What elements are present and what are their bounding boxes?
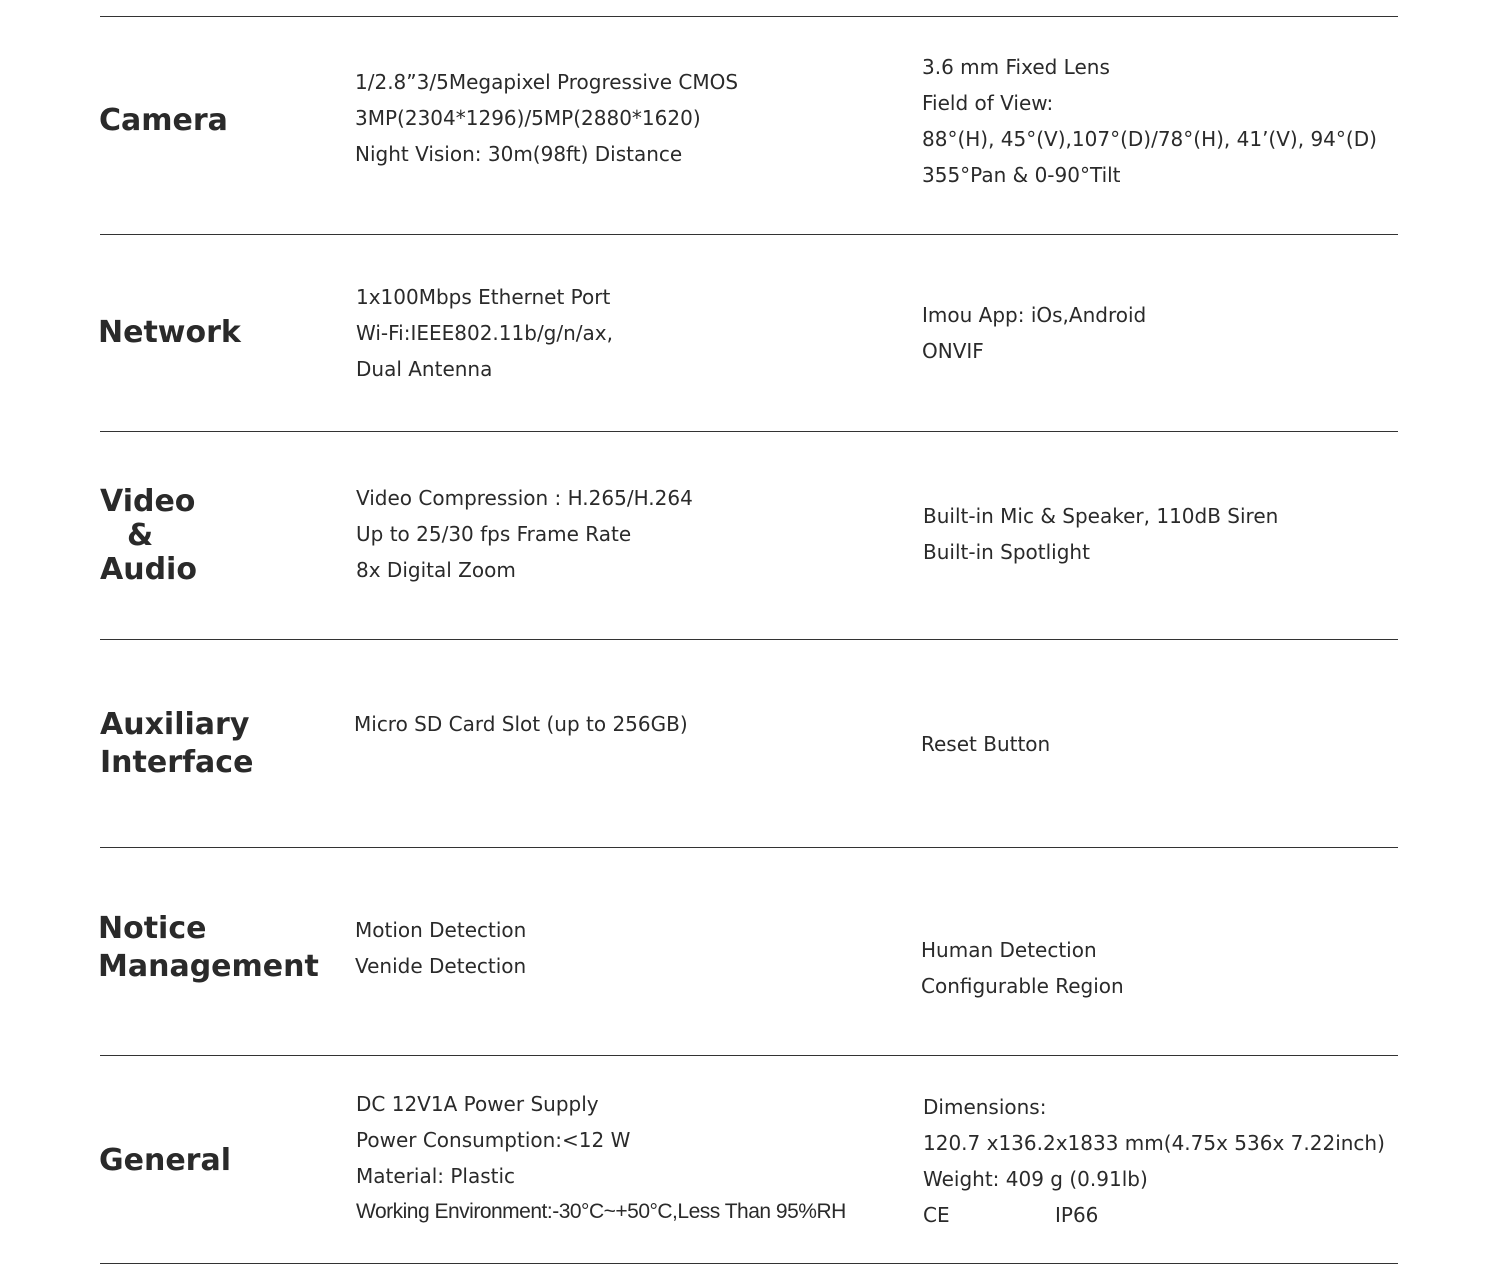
spec-line: 8x Digital Zoom — [356, 558, 516, 582]
spec-line: 1/2.8”3/5Megapixel Progressive CMOS — [355, 70, 739, 94]
auxiliary-specs-right — [921, 726, 1050, 762]
spec-line: Night Vision: 30m(98ft) Distance — [355, 142, 683, 166]
spec-line: Weight: 409 g (0.91lb) — [923, 1167, 1148, 1191]
spec-line: Reset Button — [921, 732, 1051, 756]
network-specs-right — [922, 297, 1146, 369]
spec-line: Wi-Fi:IEEE802.11b/g/n/ax, — [356, 321, 613, 345]
spec-line: Configurable Region — [921, 974, 1124, 998]
section-title-auxiliary — [100, 706, 253, 782]
auxiliary-specs-left — [354, 706, 688, 742]
spec-line: 355°Pan & 0-90°Tilt — [922, 163, 1121, 187]
spec-line: Built-in Spotlight — [923, 540, 1090, 564]
section-title-line: Network — [98, 315, 241, 350]
spec-line: DC 12V1A Power Supply — [356, 1092, 599, 1116]
spec-line: 120.7 x136.2x1833 mm(4.75x 536x 7.22inch) — [923, 1131, 1385, 1155]
spec-line: Field of View: — [922, 91, 1054, 115]
spec-line: Working Environment:-30°C~+50°C,Less Than 95%RH — [356, 1200, 846, 1223]
section-title-line: Video — [100, 484, 196, 519]
divider — [100, 16, 1398, 17]
section-title-line: & — [127, 518, 154, 553]
notice-specs-left — [355, 912, 526, 984]
certification-row — [923, 1197, 1385, 1233]
divider — [100, 1263, 1398, 1264]
spec-line: Built-in Mic & Speaker, 110dB Siren — [923, 504, 1279, 528]
section-title-line: Notice — [98, 911, 207, 946]
video-audio-specs-left — [356, 480, 693, 588]
spec-line: Dimensions: — [923, 1095, 1047, 1119]
spec-line: Dual Antenna — [356, 357, 493, 381]
divider — [100, 431, 1398, 432]
section-title-line: Interface — [100, 745, 254, 780]
spec-line: Power Consumption:<12 W — [356, 1128, 631, 1152]
section-title-line: Audio — [100, 552, 197, 587]
spec-line: 1x100Mbps Ethernet Port — [356, 285, 611, 309]
divider — [100, 847, 1398, 848]
section-title-line: Management — [98, 949, 319, 984]
spec-line: Imou App: iOs,Android — [922, 303, 1147, 327]
spec-line: Motion Detection — [355, 918, 527, 942]
divider — [100, 639, 1398, 640]
section-title-video-audio — [100, 485, 197, 587]
spec-line: Venide Detection — [355, 954, 527, 978]
section-title-general — [99, 1142, 231, 1180]
spec-line: Micro SD Card Slot (up to 256GB) — [354, 712, 688, 736]
certification-ce: CE — [923, 1203, 950, 1227]
section-title-camera — [99, 102, 228, 140]
divider — [100, 234, 1398, 235]
video-audio-specs-right — [923, 498, 1278, 570]
notice-specs-right — [921, 932, 1124, 1004]
section-title-network — [98, 314, 241, 352]
spec-line: Video Compression : H.265/H.264 — [356, 486, 693, 510]
section-title-line: General — [99, 1143, 231, 1178]
spec-line: ONVIF — [922, 339, 984, 363]
divider — [100, 1055, 1398, 1056]
spec-line: Material: Plastic — [356, 1164, 516, 1188]
general-specs-right — [923, 1089, 1385, 1233]
general-specs-left — [356, 1086, 846, 1230]
spec-line: 3MP(2304*1296)/5MP(2880*1620) — [355, 106, 701, 130]
section-title-notice — [98, 910, 319, 986]
network-specs-left — [356, 279, 613, 387]
spec-line: Up to 25/30 fps Frame Rate — [356, 522, 632, 546]
section-title-line: Camera — [99, 103, 228, 138]
camera-specs-left — [355, 64, 738, 172]
spec-line: 88°(H), 45°(V),107°(D)/78°(H), 41’(V), 94°(D) — [922, 127, 1377, 151]
section-title-line: Auxiliary — [100, 707, 250, 742]
camera-specs-right — [922, 49, 1377, 193]
spec-line: Human Detection — [921, 938, 1097, 962]
spec-line: 3.6 mm Fixed Lens — [922, 55, 1110, 79]
certification-ip: IP66 — [1055, 1203, 1099, 1227]
